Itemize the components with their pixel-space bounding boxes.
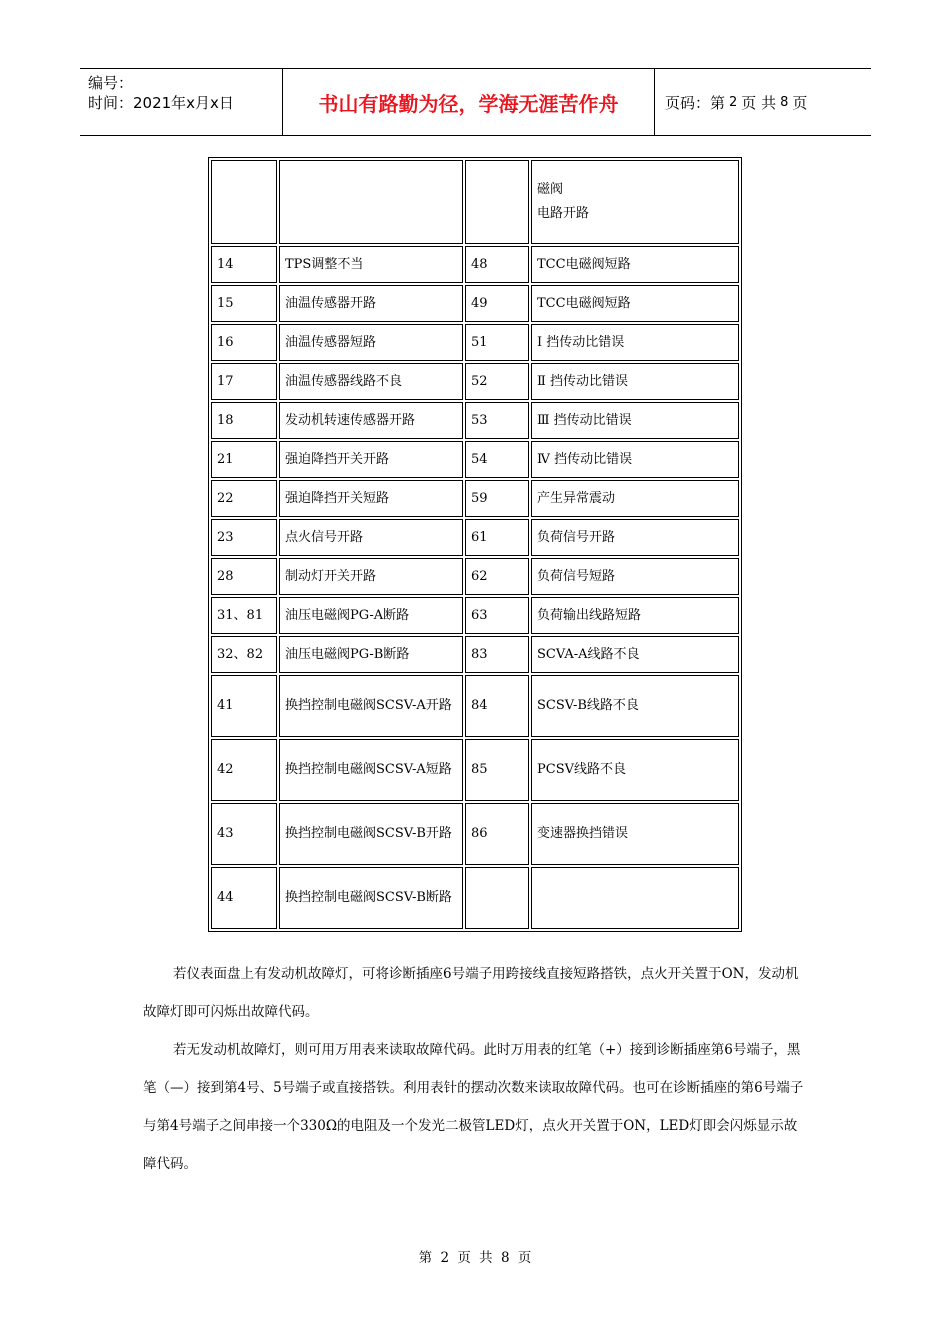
fault-code: 83 [465, 636, 529, 673]
document-time-label: 时间：2021年x月x日 [88, 94, 234, 112]
fault-description: 换挡控制电磁阀SCSV-A开路 [279, 675, 463, 737]
fault-description: 点火信号开路 [279, 519, 463, 556]
fault-description: TCC电磁阀短路 [531, 246, 739, 283]
fault-description: TCC电磁阀短路 [531, 285, 739, 322]
fault-description: 油温传感器短路 [279, 324, 463, 361]
fault-code: 44 [211, 867, 277, 929]
body-paragraph: 若无发动机故障灯，则可用万用表来读取故障代码。此时万用表的红笔（+）接到诊断插座第6号端子，黑笔（—）接到第4号、5号端子或直接搭铁。利用表针的摆动次数来读取故障代码。也可在诊断插座的第6号端子与第4号端子之间串接一个330Ω的电阻及一个发光二极管LED灯，点火开关置于ON，LED灯即会闪烁显示故障代码。 [143, 1042, 804, 1172]
fault-code: 54 [465, 441, 529, 478]
fault-description: 强迫降挡开关开路 [279, 441, 463, 478]
fault-description: SCSV-B线路不良 [531, 675, 739, 737]
document-number-label: 编号： [88, 74, 134, 92]
fault-description: Ⅰ 挡传动比错误 [531, 324, 739, 361]
fault-code: 23 [211, 519, 277, 556]
fault-code: 59 [465, 480, 529, 517]
fault-description: 制动灯开关开路 [279, 558, 463, 595]
table-row [211, 441, 739, 478]
fault-code: 21 [211, 441, 277, 478]
footer-mid: 页 共 [457, 1250, 493, 1266]
fault-code: 62 [465, 558, 529, 595]
page-total: 8 [780, 94, 789, 110]
page-suffix: 页 [792, 93, 808, 112]
fault-code: 41 [211, 675, 277, 737]
fault-description: TPS调整不当 [279, 246, 463, 283]
fault-description [531, 867, 739, 929]
footer-current-page: 2 [440, 1250, 450, 1266]
fault-code: 51 [465, 324, 529, 361]
fault-code: 16 [211, 324, 277, 361]
fault-description: 强迫降挡开关短路 [279, 480, 463, 517]
fault-code: 15 [211, 285, 277, 322]
table-row [211, 246, 739, 283]
table-row [211, 597, 739, 634]
table-row [211, 675, 739, 737]
fault-description: 负荷信号短路 [531, 558, 739, 595]
fault-code: 48 [465, 246, 529, 283]
table-row [211, 636, 739, 673]
table-row [211, 558, 739, 595]
footer-prefix: 第 [418, 1250, 433, 1266]
table-row [211, 803, 739, 865]
fault-code: 43 [211, 803, 277, 865]
fault-description: 油温传感器开路 [279, 285, 463, 322]
table-row [211, 480, 739, 517]
fault-description: 负荷信号开路 [531, 519, 739, 556]
fault-description: 产生异常震动 [531, 480, 739, 517]
fault-code: 84 [465, 675, 529, 737]
fault-code: 86 [465, 803, 529, 865]
page-footer [0, 1246, 950, 1266]
fault-code: 17 [211, 363, 277, 400]
footer-suffix: 页 [517, 1250, 532, 1266]
fault-code: 85 [465, 739, 529, 801]
fault-description: 油温传感器线路不良 [279, 363, 463, 400]
fault-description: Ⅳ 挡传动比错误 [531, 441, 739, 478]
table-cell [465, 160, 529, 244]
fault-code-table [208, 157, 742, 932]
fault-description: 发动机转速传感器开路 [279, 402, 463, 439]
header-motto: 书山有路勤为径，学海无涯苦作舟 [283, 69, 655, 135]
fault-code: 18 [211, 402, 277, 439]
table-row [211, 402, 739, 439]
fault-description: 负荷输出线路短路 [531, 597, 739, 634]
table-cell [531, 160, 739, 244]
cell-text: 磁阀 [537, 182, 564, 197]
footer-total-pages: 8 [500, 1250, 510, 1266]
fault-description: 变速器换挡错误 [531, 803, 739, 865]
fault-description: 换挡控制电磁阀SCSV-A短路 [279, 739, 463, 801]
page-prefix: 页码：第 [665, 93, 726, 112]
fault-description: 油压电磁阀PG-B断路 [279, 636, 463, 673]
page-mid: 页 共 [741, 93, 777, 112]
fault-code: 31、81 [211, 597, 277, 634]
cell-text: 电路开路 [537, 206, 590, 221]
body-paragraph: 若仪表面盘上有发动机故障灯，可将诊断插座6号端子用跨接线直接短路搭铁，点火开关置于ON，发动机故障灯即可闪烁出故障代码。 [143, 966, 799, 1020]
fault-code: 14 [211, 246, 277, 283]
header-page-info [655, 69, 871, 135]
fault-description: PCSV线路不良 [531, 739, 739, 801]
fault-code: 49 [465, 285, 529, 322]
header-meta [80, 69, 283, 135]
fault-description: 换挡控制电磁阀SCSV-B断路 [279, 867, 463, 929]
table-cell [279, 160, 463, 244]
fault-code: 32、82 [211, 636, 277, 673]
fault-code: 53 [465, 402, 529, 439]
fault-code: 52 [465, 363, 529, 400]
fault-code: 61 [465, 519, 529, 556]
fault-code: 42 [211, 739, 277, 801]
table-row [211, 739, 739, 801]
fault-code [465, 867, 529, 929]
fault-description: Ⅲ 挡传动比错误 [531, 402, 739, 439]
page-current: 2 [729, 94, 738, 110]
table-row [211, 363, 739, 400]
fault-description: Ⅱ 挡传动比错误 [531, 363, 739, 400]
table-row [211, 324, 739, 361]
fault-description: SCVA-A线路不良 [531, 636, 739, 673]
table-row [211, 867, 739, 929]
table-row [211, 519, 739, 556]
fault-code: 63 [465, 597, 529, 634]
fault-description: 油压电磁阀PG-A断路 [279, 597, 463, 634]
page-header [80, 68, 871, 136]
table-row [211, 285, 739, 322]
fault-code: 28 [211, 558, 277, 595]
table-cell [211, 160, 277, 244]
fault-description: 换挡控制电磁阀SCSV-B开路 [279, 803, 463, 865]
table-row [211, 160, 739, 244]
fault-code: 22 [211, 480, 277, 517]
